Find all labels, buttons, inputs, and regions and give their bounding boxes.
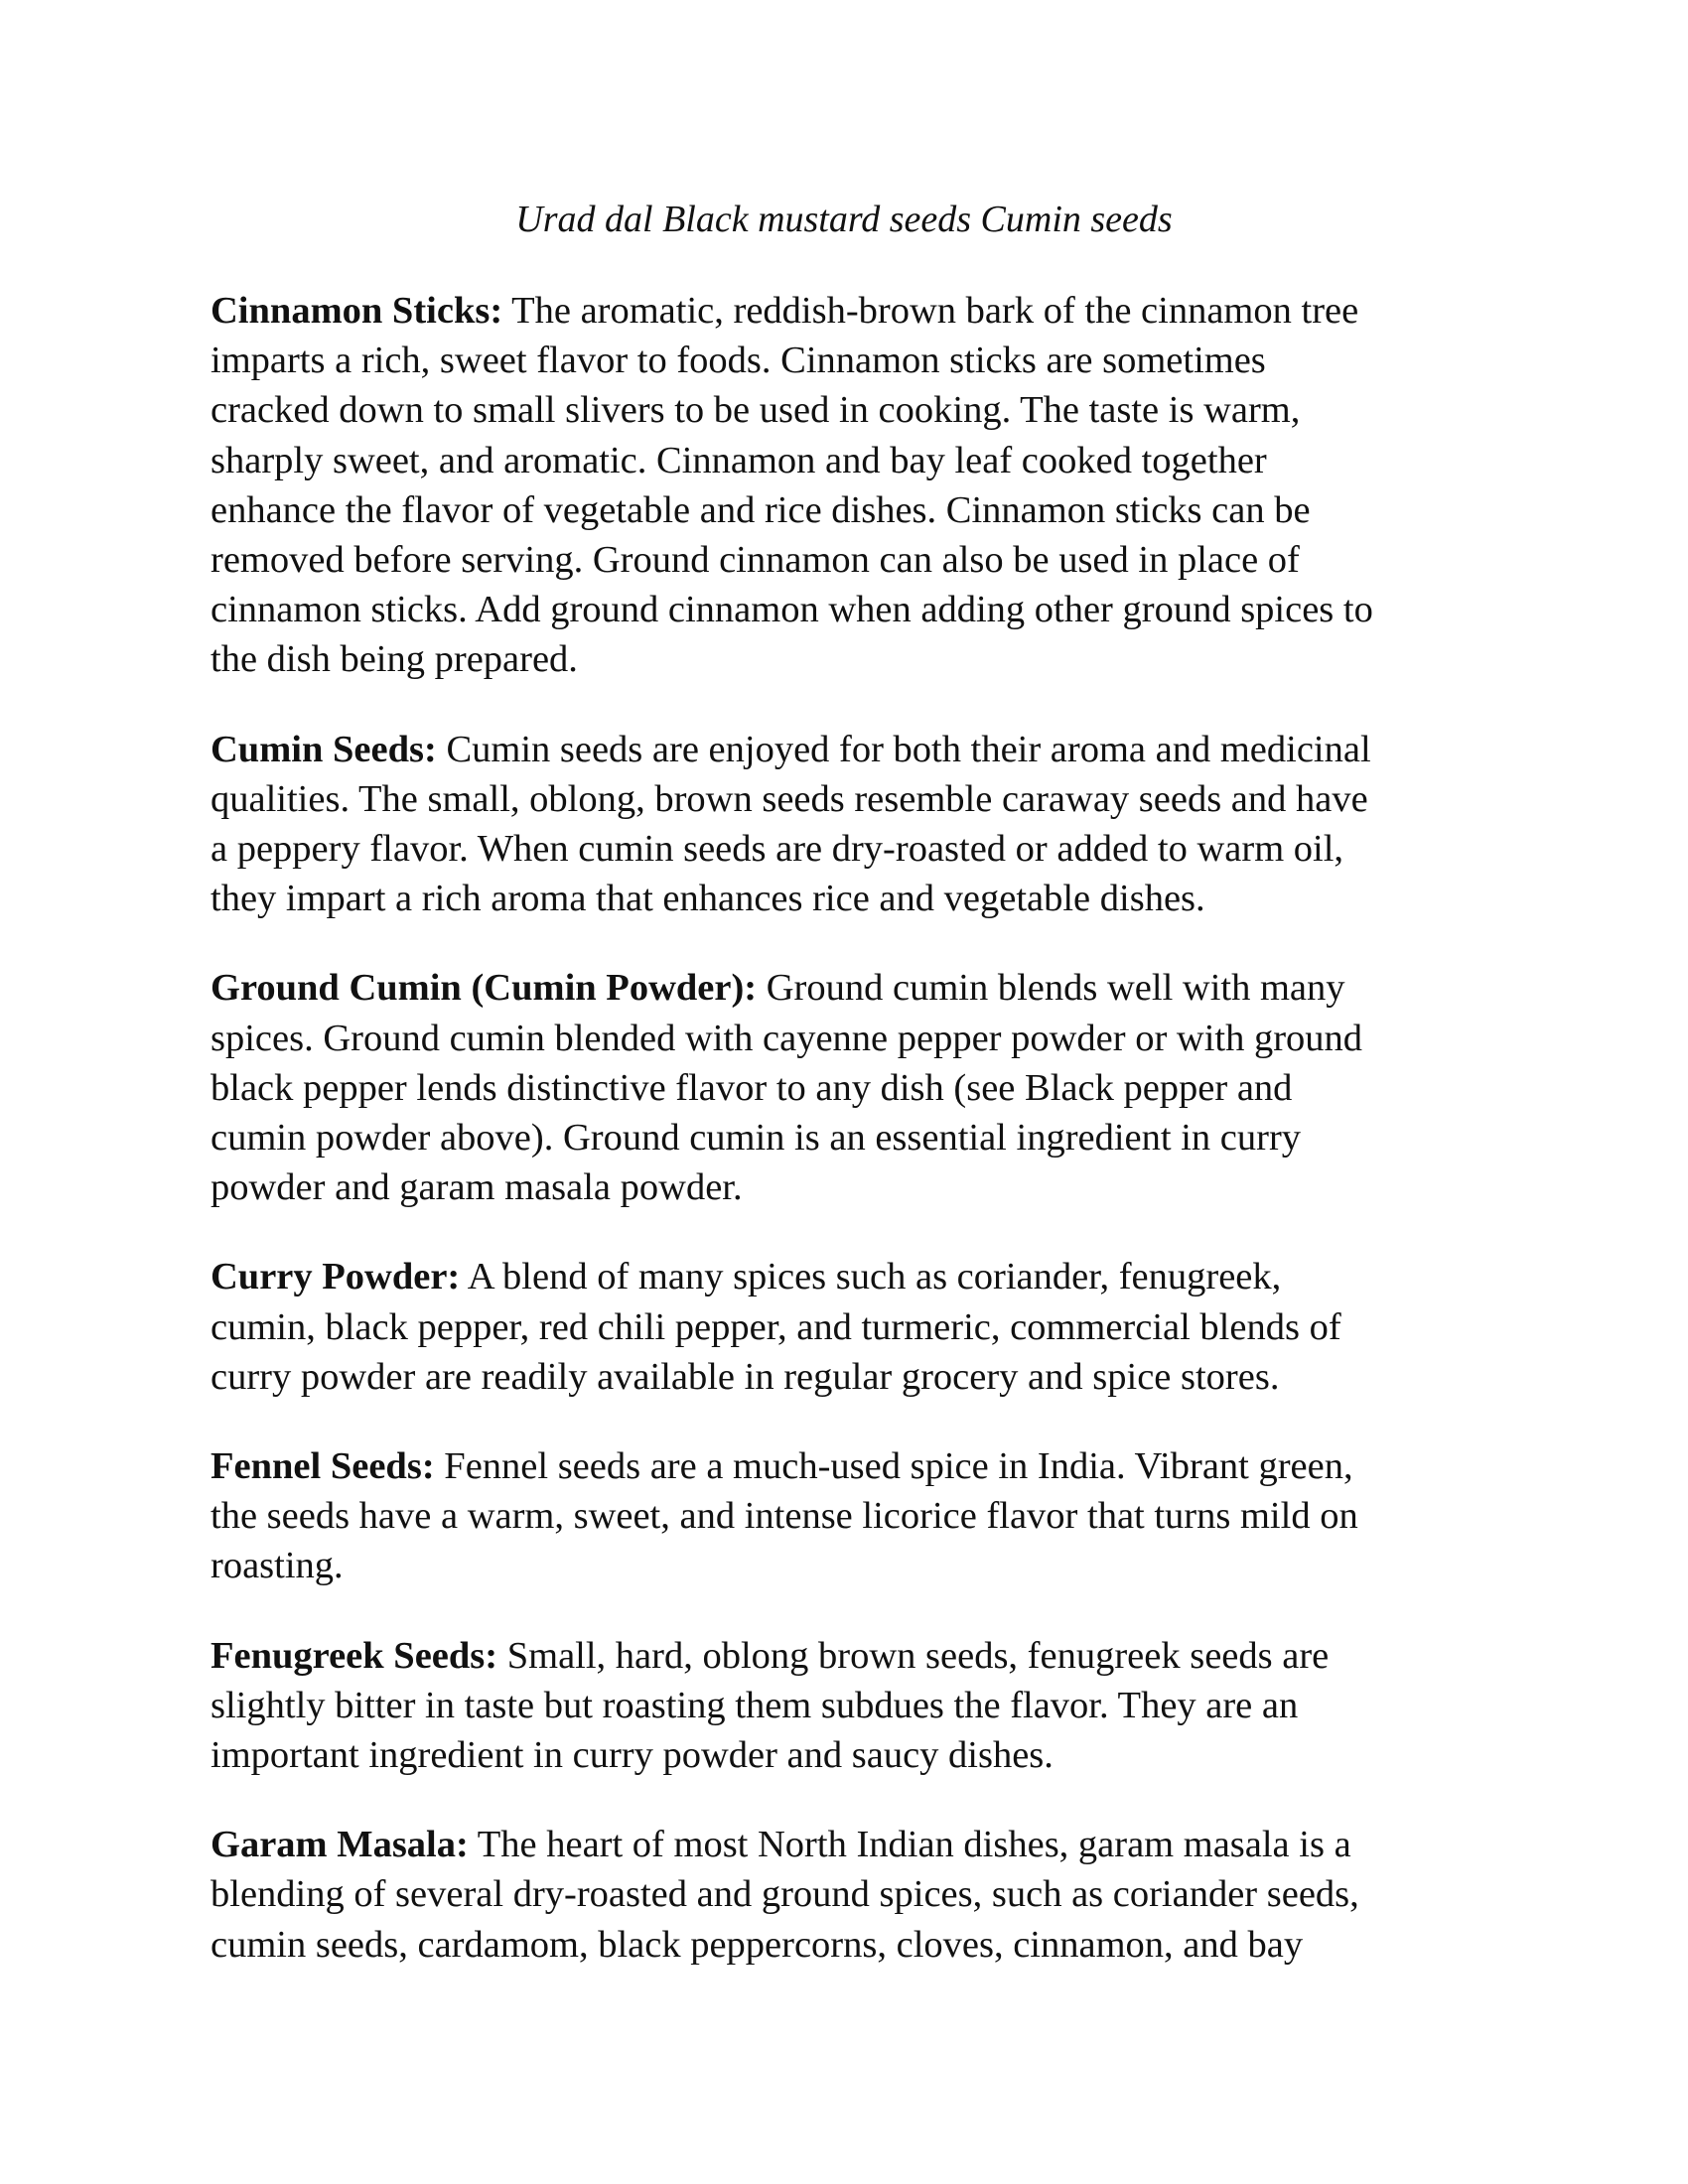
entry-term: Ground Cumin (Cumin Powder): [211, 967, 758, 1010]
entry-line: important ingredient in curry powder and saucy dishes. [211, 1734, 1054, 1777]
entry-line: removed before serving. Ground cinnamon can also be used in place of [211, 539, 1300, 582]
entry-fennel-seeds [211, 1441, 1501, 1591]
entry-line: a peppery flavor. When cumin seeds are dry-roasted or added to warm oil, [211, 828, 1344, 871]
entry-line: sharply sweet, and aromatic. Cinnamon and bay leaf cooked together [211, 439, 1267, 481]
entry-text: Cumin seeds are enjoyed for both their aroma and medicinal [436, 728, 1371, 770]
entry-line [211, 1631, 1501, 1681]
entry-text: A blend of many spices such as coriander, fenugreek, [460, 1256, 1282, 1298]
entry-line: roasting. [211, 1545, 344, 1587]
entry-text: Fennel seeds are a much-used spice in India. Vibrant green, [434, 1445, 1353, 1488]
entry-line: qualities. The small, oblong, brown seeds resemble caraway seeds and have [211, 777, 1368, 820]
entry-term: Fenugreek Seeds: [211, 1634, 498, 1677]
entry-term: Garam Masala: [211, 1824, 469, 1866]
entry-line: cumin, black pepper, red chili pepper, and turmeric, commercial blends of [211, 1305, 1341, 1348]
image-caption: Urad dal Black mustard seeds Cumin seeds [515, 199, 1173, 240]
entry-term: Curry Powder: [211, 1256, 461, 1298]
entry-line: they impart a rich aroma that enhances rice and vegetable dishes. [211, 878, 1205, 920]
entry-line: imparts a rich, sweet flavor to foods. Cinnamon sticks are sometimes [211, 340, 1266, 382]
entry-line: the dish being prepared. [211, 638, 578, 681]
entry-line: cumin powder above). Ground cumin is an essential ingredient in curry [211, 1117, 1302, 1160]
entry-line: cracked down to small slivers to be used in cooking. The taste is warm, [211, 389, 1301, 432]
entry-line: blending of several dry-roasted and ground spices, such as coriander seeds, [211, 1873, 1359, 1916]
entry-garam-masala [211, 1820, 1501, 1970]
entry-line: cinnamon sticks. Add ground cinnamon when adding other ground spices to [211, 589, 1373, 631]
entry-text: The heart of most North Indian dishes, garam masala is a [468, 1824, 1351, 1866]
entry-term: Cinnamon Sticks: [211, 290, 503, 332]
entry-text: Ground cumin blends well with many [757, 967, 1345, 1010]
entry-line [211, 286, 1501, 336]
entry-line [211, 725, 1501, 774]
entry-line: slightly bitter in taste but roasting them subdues the flavor. They are an [211, 1684, 1299, 1726]
entry-cinnamon-sticks [211, 286, 1501, 685]
entry-text: Small, hard, oblong brown seeds, fenugreek seeds are [497, 1634, 1330, 1677]
entry-line: curry powder are readily available in regular grocery and spice stores. [211, 1355, 1280, 1398]
entry-text: The aromatic, reddish-brown bark of the cinnamon tree [502, 290, 1359, 332]
entry-line [211, 963, 1501, 1013]
entry-line: black pepper lends distinctive flavor to any dish (see Black pepper and [211, 1066, 1293, 1109]
glossary-body [211, 286, 1501, 2009]
entry-ground-cumin [211, 963, 1501, 1212]
entry-line: spices. Ground cumin blended with cayenne pepper powder or with ground [211, 1017, 1363, 1059]
entry-line [211, 1820, 1501, 1869]
entry-cumin-seeds [211, 725, 1501, 924]
entry-term: Cumin Seeds: [211, 728, 437, 770]
entry-term: Fennel Seeds: [211, 1445, 435, 1488]
entry-line [211, 1252, 1501, 1301]
entry-line [211, 1441, 1501, 1491]
entry-line: cumin seeds, cardamom, black peppercorns, cloves, cinnamon, and bay [211, 1923, 1304, 1966]
entry-fenugreek-seeds [211, 1631, 1501, 1781]
entry-curry-powder [211, 1252, 1501, 1402]
entry-line: enhance the flavor of vegetable and rice dishes. Cinnamon sticks can be [211, 488, 1311, 531]
entry-line: the seeds have a warm, sweet, and intense licorice flavor that turns mild on [211, 1495, 1358, 1538]
entry-line: powder and garam masala powder. [211, 1166, 743, 1209]
